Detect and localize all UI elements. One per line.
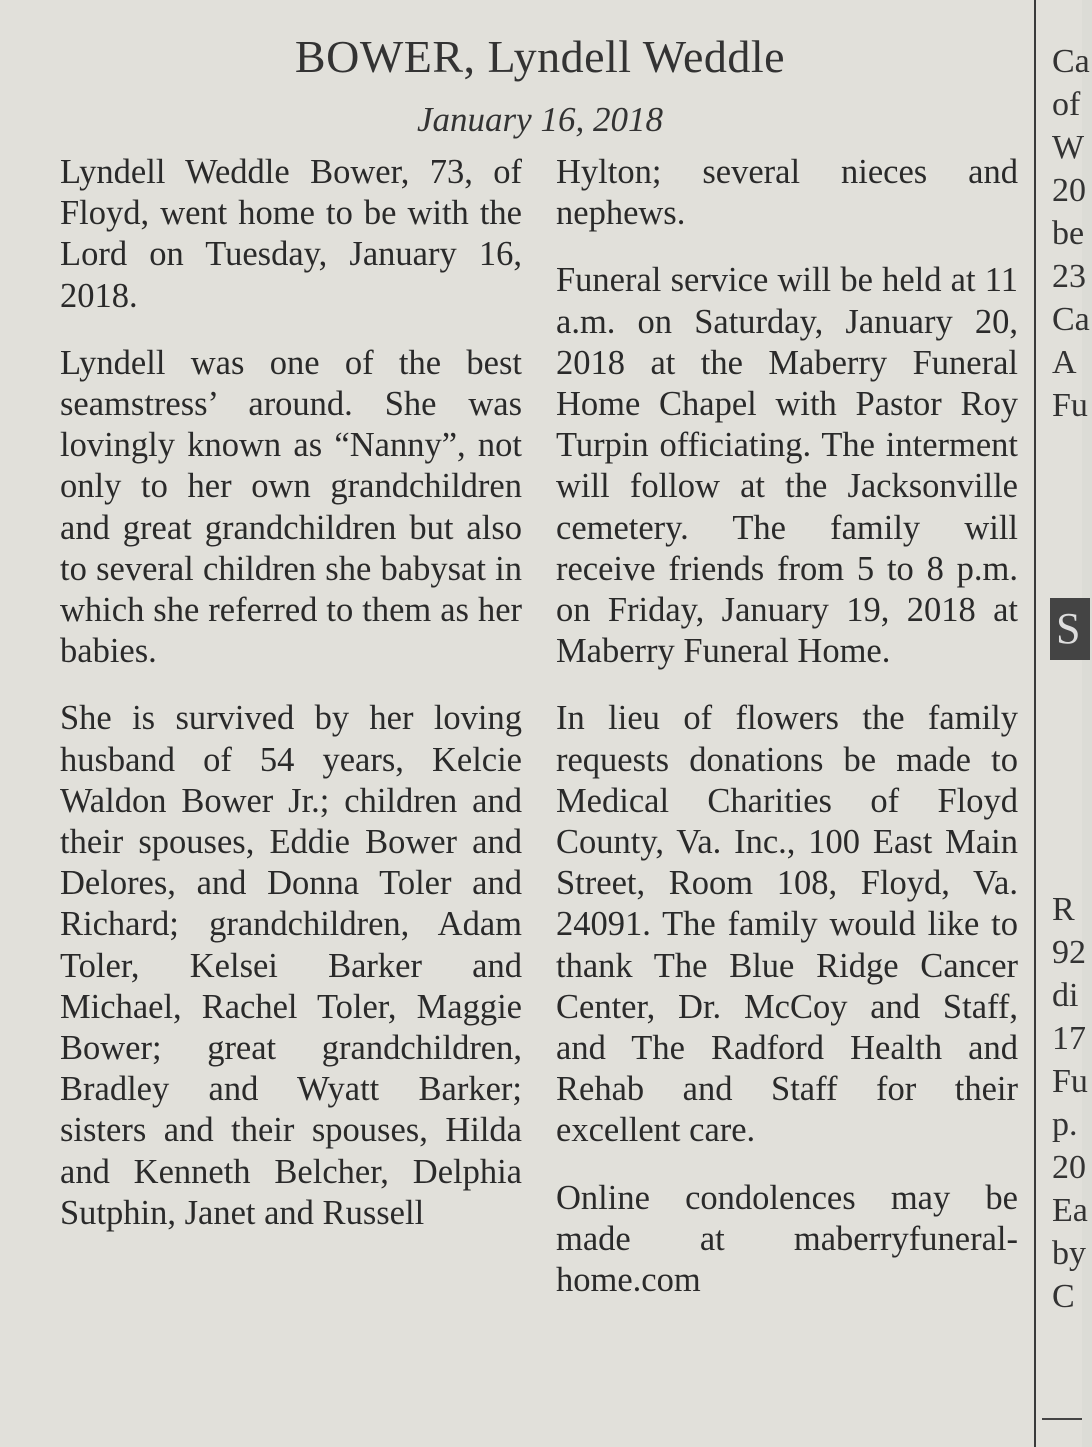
obituary-right-column bbox=[556, 152, 1018, 1327]
fragment: of bbox=[1052, 86, 1081, 123]
paragraph: Lyndell was one of the best seamstress’ around. She was lovingly known as “Nanny”, not only to her own grandchildren and great grandchildren but also to several children she babysat in which she referred to them as her babies. bbox=[60, 343, 522, 671]
section-header-block: S bbox=[1050, 598, 1090, 660]
fragment: by bbox=[1052, 1235, 1086, 1272]
paragraph: Lyndell Weddle Bower, 73, of Floyd, went home to be with the Lord on Tuesday, January 16, 2018. bbox=[60, 153, 522, 315]
paragraph: She is survived by her loving husband of 54 years, Kelcie Waldon Bower Jr.; children and their spouses, Eddie Bower and Delores, and Donna Toler and Richard; grandchildren, Adam Toler, Kelsei Barker and Michael, Rachel Toler, Maggie Bower; great grandchildren, Bradley and Wyatt Barker; sisters and their spouses, Hilda and Kenneth Belcher, Delphia Sutphin, Janet and Russell bbox=[60, 699, 522, 1232]
adjacent-column-bottom bbox=[1052, 888, 1092, 1318]
column-divider bbox=[1034, 0, 1036, 1447]
fragment: Ca bbox=[1052, 301, 1090, 338]
fragment: 20 bbox=[1052, 1149, 1086, 1186]
fragment: be bbox=[1052, 215, 1085, 252]
fragment: p. bbox=[1052, 1106, 1078, 1143]
fragment: C bbox=[1052, 1278, 1075, 1315]
column-end-rule bbox=[1042, 1418, 1082, 1420]
fragment: 23 bbox=[1052, 258, 1086, 295]
paragraph: Hylton; several nieces and nephews. bbox=[556, 153, 1018, 233]
fragment: Ca bbox=[1052, 43, 1090, 80]
fragment: A bbox=[1052, 344, 1077, 381]
obituary-date: January 16, 2018 bbox=[417, 100, 663, 139]
fragment: 17 bbox=[1052, 1020, 1086, 1057]
fragment: Ea bbox=[1052, 1192, 1088, 1229]
adjacent-column-top bbox=[1052, 40, 1092, 427]
fragment: 92 bbox=[1052, 934, 1086, 971]
fragment: R bbox=[1052, 891, 1075, 928]
obituary-left-column bbox=[60, 152, 522, 1260]
paragraph: Online condolences may be made at maberryfuneralhome.com bbox=[556, 1178, 1018, 1300]
paragraph: Funeral service will be held at 11 a.m. on Saturday, January 20, 2018 at the Maberry Funeral Home Chapel with Pastor Roy Turpin officiating. The interment will follow at the Jacksonville cemetery. The family will receive friends from 5 to 8 p.m. on Friday, January 19, 2018 at Maberry Funeral Home. bbox=[556, 261, 1018, 671]
paragraph: In lieu of flowers the family requests donations be made to Medical Charities of Floyd County, Va. Inc., 100 East Main Street, Room 108, Floyd, Va. 24091. The family would like to thank The Blue Ridge Cancer Center, Dr. McCoy and Staff, and The Radford Health and Rehab and Staff for their excellent care. bbox=[556, 699, 1018, 1150]
fragment: di bbox=[1052, 977, 1079, 1014]
fragment: Fu bbox=[1052, 387, 1088, 424]
fragment: 20 bbox=[1052, 172, 1086, 209]
fragment: W bbox=[1052, 129, 1085, 166]
fragment: Fu bbox=[1052, 1063, 1088, 1100]
obituary-title: BOWER, Lyndell Weddle bbox=[294, 31, 786, 82]
